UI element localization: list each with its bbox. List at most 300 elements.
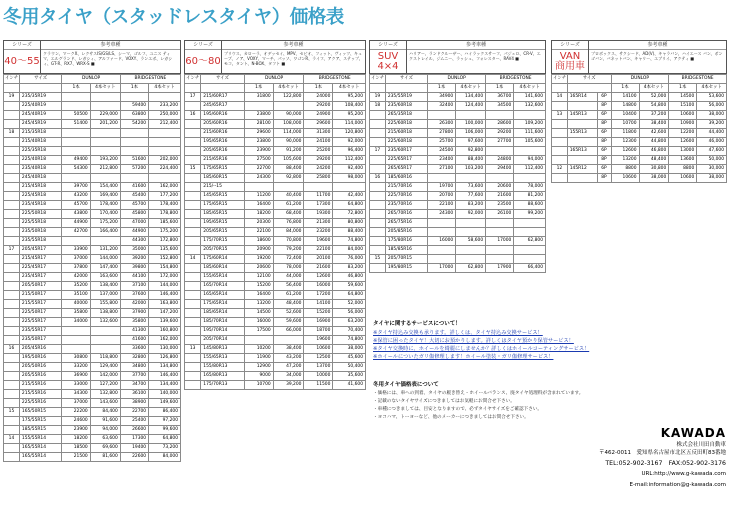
inch-cell [4, 264, 20, 273]
price-cell: 26300 [428, 120, 456, 129]
series-label: シリーズ [4, 41, 40, 50]
size-cell: 225/55R16 [19, 399, 61, 408]
brand-bridgestone: BRIDGESTONE [486, 75, 546, 84]
inch-cell [185, 156, 201, 165]
table-row [4, 93, 181, 102]
price-cell: 34000 [62, 318, 90, 327]
size-cell: 205/70R15 [201, 246, 244, 255]
price-cell: 43800 [62, 210, 90, 219]
table-row [370, 165, 546, 174]
inch-cell [4, 300, 20, 309]
price-cell: 134,400 [149, 381, 181, 390]
inch-cell [185, 264, 201, 273]
service-link[interactable]: ※ホイールについたガリ傷修理します！ホイール塗装・ガリ傷修理サービス！ [373, 354, 554, 360]
col-set: 4本セット [90, 84, 120, 93]
price-cell: 17900 [486, 264, 514, 273]
inch-cell [185, 381, 201, 390]
price-cell: 172,800 [149, 237, 181, 246]
inch-cell [552, 174, 568, 183]
inch-cell [4, 336, 20, 345]
table-row [4, 219, 181, 228]
price-cell: 76,800 [273, 219, 304, 228]
price-cell: 32400 [428, 102, 456, 111]
inch-cell [370, 138, 386, 147]
price-cell: 12300 [611, 138, 639, 147]
table-row [4, 318, 181, 327]
price-cell: 21300 [304, 219, 333, 228]
section-header [551, 40, 727, 74]
inch-cell [4, 120, 20, 129]
price-cell: 49400 [62, 156, 90, 165]
inch-cell [4, 399, 20, 408]
price-cell [514, 219, 546, 228]
price-cell: 10700 [244, 381, 273, 390]
company-phone: TEL:052-902-3167 FAX:052-902-3176 [605, 459, 726, 467]
price-cell: 37600 [120, 291, 148, 300]
inch-cell [185, 363, 201, 372]
table-row [185, 273, 366, 282]
col-blank [19, 84, 61, 93]
price-cell: 20900 [244, 246, 273, 255]
inch-cell [185, 129, 201, 138]
price-cell [333, 183, 366, 192]
price-cell [62, 138, 90, 147]
inch-cell [4, 291, 20, 300]
price-cell: 38,000 [639, 174, 669, 183]
size-cell: 215/40R18 [19, 138, 61, 147]
col-one: 1本 [669, 84, 697, 93]
size-cell: 175/55R15 [19, 417, 61, 426]
price-cell [514, 255, 546, 264]
price-cell [90, 327, 120, 336]
price-cell: 45700 [62, 201, 90, 210]
price-cell: 39,200 [697, 120, 727, 129]
table-row [4, 111, 181, 120]
price-cell: 33000 [62, 381, 90, 390]
price-cell: 81,200 [514, 192, 546, 201]
price-cell: 154,400 [90, 183, 120, 192]
inch-cell: 13 [185, 345, 201, 354]
table-row [4, 129, 181, 138]
price-cell: 78,000 [514, 183, 546, 192]
inch-cell [4, 327, 20, 336]
price-cell: 45400 [120, 192, 148, 201]
inch-cell [370, 246, 386, 255]
price-cell: 21500 [62, 453, 90, 462]
inch-cell [552, 120, 568, 129]
price-cell: 35800 [120, 318, 148, 327]
price-cell: 34800 [120, 363, 148, 372]
price-cell: 147,400 [90, 264, 120, 273]
inch-cell [4, 381, 20, 390]
inch-cell: 19 [4, 93, 20, 102]
price-cell [514, 228, 546, 237]
size-cell: 215/60R18 [385, 129, 427, 138]
price-cell: 32800 [120, 354, 148, 363]
price-cell: 17500 [244, 327, 273, 336]
price-cell: 64,800 [333, 291, 366, 300]
price-cell: 12600 [611, 147, 639, 156]
table-row [370, 219, 546, 228]
price-cell: 92,000 [456, 210, 486, 219]
brand-bridgestone: BRIDGESTONE [304, 75, 366, 84]
price-cell: 94,000 [514, 156, 546, 165]
price-cell: 42,400 [333, 192, 366, 201]
price-cell: 72,800 [333, 210, 366, 219]
inch-cell [370, 120, 386, 129]
price-cell: 42700 [62, 228, 90, 237]
price-cell: 10400 [611, 111, 639, 120]
price-table [369, 74, 546, 273]
price-cell: 34500 [486, 102, 514, 111]
col-blank [370, 84, 386, 93]
price-cell: 233,200 [149, 102, 181, 111]
price-cell: 91,200 [273, 147, 304, 156]
service-link[interactable]: ※タイヤ交換時に、ホイールを綺麗にしませんか？詳しくはホイールコーティングサービス！ [373, 346, 590, 352]
price-cell: 14500 [669, 93, 697, 102]
price-cell [514, 246, 546, 255]
price-cell: 20100 [304, 255, 333, 264]
table-row [185, 318, 366, 327]
price-cell: 24200 [304, 165, 333, 174]
price-cell: 99,200 [514, 210, 546, 219]
price-cell: 29200 [486, 129, 514, 138]
price-cell: 63800 [120, 111, 148, 120]
price-cell: 112,400 [333, 156, 366, 165]
price-cell: 37700 [120, 372, 148, 381]
price-cell: 90,000 [273, 111, 304, 120]
table-row [185, 237, 366, 246]
price-cell: 20600 [244, 264, 273, 273]
price-cell: 34,000 [273, 372, 304, 381]
price-cell: 56,400 [273, 282, 304, 291]
inch-cell [4, 201, 20, 210]
price-cell: 229,000 [90, 111, 120, 120]
price-cell: 42000 [120, 300, 148, 309]
table-row [552, 120, 727, 129]
price-cell: 41600 [120, 336, 148, 345]
price-cell: 144,000 [90, 255, 120, 264]
price-cell: 13600 [669, 156, 697, 165]
price-cell: 54200 [120, 120, 148, 129]
size-cell: 155/80R13 [201, 363, 244, 372]
price-cell: 100,000 [456, 120, 486, 129]
table-row [4, 363, 181, 372]
price-cell: 224,400 [149, 165, 181, 174]
size-cell: 235/40R18 [19, 165, 61, 174]
inch-cell: 19 [370, 93, 386, 102]
price-cell: 50500 [62, 111, 90, 120]
table-row [185, 336, 366, 345]
col-one: 1本 [611, 84, 639, 93]
price-cell: 18600 [244, 237, 273, 246]
price-cell: 132,600 [90, 318, 120, 327]
col-blank [185, 84, 201, 93]
table-row [370, 156, 546, 165]
vehicle-box [589, 41, 726, 73]
table-row [185, 291, 366, 300]
table-row [4, 327, 181, 336]
price-cell: 29600 [304, 120, 333, 129]
inch-cell [4, 453, 20, 462]
table-row [185, 138, 366, 147]
price-cell: 11800 [611, 129, 639, 138]
price-cell: 44,400 [697, 129, 727, 138]
price-cell: 35,600 [333, 372, 366, 381]
series-label: シリーズ [552, 41, 588, 50]
price-cell [273, 336, 304, 345]
size-cell: 235/55R19 [385, 93, 427, 102]
size-cell [567, 138, 597, 147]
size-cell: 165/55R14 [19, 444, 61, 453]
price-cell: 35000 [120, 246, 148, 255]
size-cell: 185/60R16 [385, 174, 427, 183]
price-cell: 41300 [120, 327, 148, 336]
table-row [185, 246, 366, 255]
table-row [185, 156, 366, 165]
price-cell: 51600 [120, 156, 148, 165]
table-row [4, 408, 181, 417]
price-cell: 39200 [120, 255, 148, 264]
size-cell: 225/60R18 [385, 120, 427, 129]
price-cell: 11500 [304, 381, 333, 390]
inch-cell [370, 111, 386, 120]
size-cell: 225/55R17 [19, 318, 61, 327]
price-cell: 147,200 [149, 309, 181, 318]
price-cell: 11200 [244, 192, 273, 201]
size-cell: 245/45R19 [19, 120, 61, 129]
price-cell: 135,600 [149, 246, 181, 255]
table-row [370, 201, 546, 210]
price-cell: 146,400 [149, 291, 181, 300]
price-cell: 17200 [304, 291, 333, 300]
price-cell: 73,600 [456, 183, 486, 192]
col-set: 4本セット [697, 84, 727, 93]
vehicle-box [407, 41, 545, 73]
table-row [4, 228, 181, 237]
size-cell: 215/55R17 [19, 300, 61, 309]
table-row [4, 417, 181, 426]
size-cell: 175/60R14 [201, 255, 244, 264]
price-cell: 28100 [244, 120, 273, 129]
company-name: 株式会社川田自動車 [676, 442, 726, 448]
price-cell: 66,400 [514, 264, 546, 273]
price-cell: 38900 [120, 399, 148, 408]
inch-cell [185, 201, 201, 210]
inch-cell [4, 255, 20, 264]
inch-cell [185, 120, 201, 129]
table-row [4, 381, 181, 390]
table-row [185, 111, 366, 120]
price-cell: 24500 [428, 147, 456, 156]
inch-cell [185, 309, 201, 318]
service-link[interactable]: ※保管に困ったタイヤ！大切にお預かりします。詳しくはタイヤ預かり保管サービス！ [373, 338, 574, 344]
price-notes-heading: 冬用タイヤ価格表について [373, 382, 439, 388]
price-cell: 129,400 [90, 363, 120, 372]
series-label: シリーズ [370, 41, 406, 50]
table-row [4, 282, 181, 291]
inch-cell [552, 138, 568, 147]
inch-cell [370, 264, 386, 273]
table-row [185, 174, 366, 183]
price-cell: 118,800 [90, 354, 120, 363]
price-cell: 132,800 [90, 390, 120, 399]
price-cell: 45,600 [333, 354, 366, 363]
size-cell: 215/35R18 [19, 129, 61, 138]
price-cell: 19700 [428, 183, 456, 192]
inch-cell [4, 165, 20, 174]
vehicle-list: クラウン、マークX、レクサスIS/GS/LS、シーマ、ゴルフ、ユニス ティマ、エルグランド、レガシィ、アルファード、VOXY、ランエボ、レガシィ、GT-R、RX7、WRX-S ■ [43, 51, 173, 66]
price-cell: 21600 [486, 192, 514, 201]
price-cell: 19600 [304, 237, 333, 246]
price-cell: 88,400 [333, 228, 366, 237]
table-row [185, 255, 366, 264]
brand-dunlop: DUNLOP [244, 75, 304, 84]
price-cell: 114,000 [273, 129, 304, 138]
inch-cell [4, 192, 20, 201]
price-cell: 72,400 [273, 255, 304, 264]
price-cell: 31800 [244, 93, 273, 102]
section-suv [369, 40, 546, 273]
table-row [370, 93, 546, 102]
service-link[interactable]: ※タイヤ持込み交換も承ります。詳しくは、タイヤ持込み交換サービス！ [373, 330, 543, 336]
inch-cell [4, 228, 20, 237]
vehicle-list: プロボックス、サクシード、AD(V)、キャラバン、ハイエース バン、ボンゴバン、バネットバン、キャリー、エブリイ、アクティ ■ [591, 51, 723, 61]
section-header [3, 40, 181, 74]
size-cell: 235/50R18 [19, 228, 61, 237]
price-cell: 10200 [244, 345, 273, 354]
price-cell: 95,200 [333, 111, 366, 120]
size-cell: 185/70R14 [201, 318, 244, 327]
size-cell: 205/45R17 [19, 246, 61, 255]
table-row [370, 210, 546, 219]
price-cell: 10000 [304, 372, 333, 381]
size-cell: 185/60R14 [201, 264, 244, 273]
price-cell [62, 93, 90, 102]
table-row [370, 237, 546, 246]
price-cell: 45700 [120, 201, 148, 210]
company-email[interactable]: E-mail:information@g-kawada.com [629, 481, 726, 488]
table-row [4, 345, 181, 354]
price-cell [120, 138, 148, 147]
col-one: 1本 [244, 84, 273, 93]
vehicle-label: 参考車種 [41, 41, 180, 50]
price-cell [90, 102, 120, 111]
price-cell: 24900 [304, 111, 333, 120]
table-row [185, 264, 366, 273]
price-cell: 127,200 [90, 381, 120, 390]
price-cell: 40,400 [273, 192, 304, 201]
price-cell: 38,000 [697, 111, 727, 120]
size-cell: 265/70R16 [385, 210, 427, 219]
series-value: 40〜55 [4, 55, 40, 67]
price-cell [486, 174, 514, 183]
table-row [370, 147, 546, 156]
inch-cell: 15 [370, 255, 386, 264]
price-cell: 19400 [120, 444, 148, 453]
price-cell: 59,600 [273, 318, 304, 327]
price-cell: 37,200 [639, 111, 669, 120]
ply-cell: 6P [597, 147, 611, 156]
price-cell: 17300 [304, 201, 333, 210]
price-cell [62, 174, 90, 183]
size-cell: 265/75R16 [385, 219, 427, 228]
price-cell: 10700 [611, 120, 639, 129]
size-cell: 215/55R16 [19, 381, 61, 390]
size-cell: 225/45R18 [19, 192, 61, 201]
price-cell: 31300 [304, 129, 333, 138]
price-cell: 91,600 [90, 417, 120, 426]
price-cell: 105,600 [514, 138, 546, 147]
price-cell: 144,000 [149, 282, 181, 291]
size-cell: 265/35R18 [385, 111, 427, 120]
price-cell: 163,600 [90, 273, 120, 282]
col-set: 4本セット [333, 84, 366, 93]
table-row [552, 147, 727, 156]
size-cell: 225/50R18 [19, 210, 61, 219]
price-cell: 24300 [428, 210, 456, 219]
price-cell: 37800 [62, 264, 90, 273]
price-cell [90, 237, 120, 246]
company-url[interactable]: URL:http://www.g-kawada.com [641, 471, 726, 477]
price-cell: 33900 [62, 246, 90, 255]
price-cell: 11700 [304, 192, 333, 201]
price-cell: 47,600 [697, 147, 727, 156]
size-cell [567, 174, 597, 183]
table-row [185, 219, 366, 228]
price-cell: 97,600 [456, 138, 486, 147]
col-size: サイズ [567, 75, 611, 84]
price-cell: 178,400 [90, 201, 120, 210]
size-cell: 165R13 [567, 147, 597, 156]
inch-cell [370, 219, 386, 228]
table-row [4, 183, 181, 192]
price-cell: 130,000 [149, 345, 181, 354]
price-cell: 92,400 [333, 165, 366, 174]
price-cell: 25800 [304, 174, 333, 183]
price-cell: 27500 [244, 156, 273, 165]
price-cell: 27100 [428, 165, 456, 174]
size-cell: 185/65R15 [201, 210, 244, 219]
size-cell: 225/55R18 [19, 219, 61, 228]
size-cell: 165/80R13 [201, 372, 244, 381]
inch-cell [4, 237, 20, 246]
inch-cell [4, 102, 20, 111]
table-row [4, 435, 181, 444]
price-cell [486, 246, 514, 255]
table-row [4, 174, 181, 183]
inch-cell [185, 210, 201, 219]
price-cell [90, 138, 120, 147]
inch-cell [185, 327, 201, 336]
price-cell: 42,600 [639, 129, 669, 138]
price-cell: 63,600 [90, 435, 120, 444]
price-cell: 38,000 [333, 345, 366, 354]
price-cell: 26100 [486, 210, 514, 219]
price-cell: 23900 [62, 426, 90, 435]
price-cell [62, 237, 90, 246]
price-cell [90, 129, 120, 138]
table-row [4, 120, 181, 129]
table-row [185, 93, 366, 102]
inch-cell: 16 [4, 345, 20, 354]
price-cell: 38,400 [273, 345, 304, 354]
price-cell: 10900 [669, 120, 697, 129]
inch-cell [4, 111, 20, 120]
size-cell: 205/65R15 [201, 228, 244, 237]
size-cell: 195/65R15 [201, 219, 244, 228]
price-cell: 146,400 [149, 372, 181, 381]
